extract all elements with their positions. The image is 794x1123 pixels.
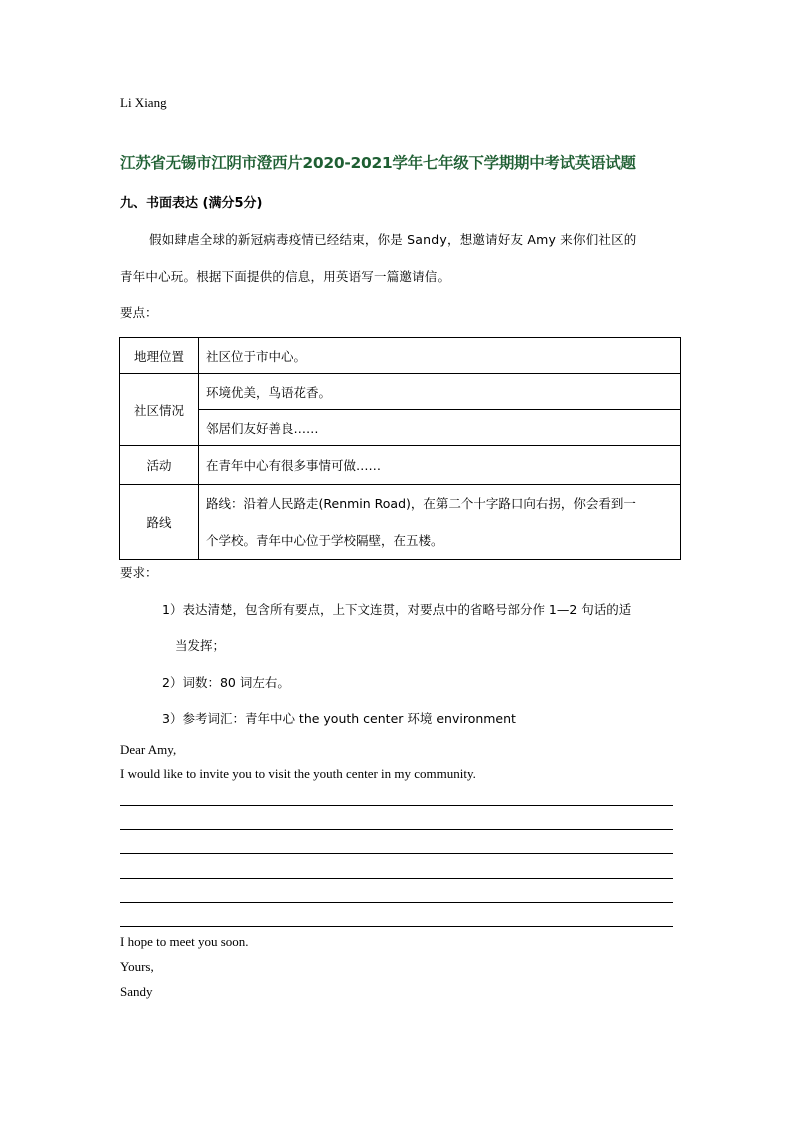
table-row [120, 410, 681, 446]
writing-line[interactable] [120, 878, 673, 879]
table-row [120, 374, 681, 410]
writing-line[interactable] [120, 805, 673, 806]
community-label: 社区情况 [120, 374, 199, 446]
requirement-1-line1: 1）表达清楚，包含所有要点，上下文连贯，对要点中的省略号部分作 1—2 句话的适 [162, 602, 632, 617]
letter-closing: I hope to meet you soon. [120, 934, 249, 949]
letter-salutation: Dear Amy, [120, 742, 177, 757]
requirement-3: 3）参考词汇：青年中心 the youth center 环境 environment [162, 711, 516, 726]
location-label: 地理位置 [120, 338, 199, 374]
activity-label: 活动 [120, 446, 199, 485]
info-table [119, 337, 681, 560]
route-value [199, 485, 681, 560]
table-row [120, 446, 681, 485]
letter-valediction: Yours, [120, 959, 154, 974]
letter-intro: I would like to invite you to visit the youth center in my community. [120, 766, 476, 781]
requirement-1-line2: 当发挥； [175, 638, 226, 653]
task-paragraph-line2: 青年中心玩。根据下面提供的信息，用英语写一篇邀请信。 [120, 269, 451, 284]
location-value: 社区位于市中心。 [199, 338, 681, 374]
task-paragraph-line1: 假如肆虐全球的新冠病毒疫情已经结束，你是 Sandy，想邀请好友 Amy 来你们社区的 [149, 232, 637, 247]
table-row [120, 338, 681, 374]
writing-line[interactable] [120, 902, 673, 903]
exam-title: 江苏省无锡市江阴市澄西片2020-2021学年七年级下学期期中考试英语试题 [120, 154, 636, 172]
author-name: Li Xiang [120, 95, 167, 110]
section-heading: 九、书面表达 (满分5分) [120, 196, 263, 211]
points-label: 要点： [120, 305, 158, 320]
activity-value: 在青年中心有很多事情可做…… [199, 446, 681, 485]
writing-line[interactable] [120, 926, 673, 927]
community-value-1: 环境优美，鸟语花香。 [199, 374, 681, 410]
route-label: 路线 [120, 485, 199, 560]
route-value-line2: 个学校。青年中心位于学校隔壁，在五楼。 [206, 533, 444, 548]
requirement-2: 2）词数：80 词左右。 [162, 675, 290, 690]
letter-signature: Sandy [120, 984, 153, 999]
table-row [120, 485, 681, 560]
writing-line[interactable] [120, 829, 673, 830]
writing-line[interactable] [120, 853, 673, 854]
community-value-2: 邻居们友好善良…… [199, 410, 681, 446]
route-value-line1: 路线：沿着人民路走(Renmin Road)，在第二个十字路口向右拐，你会看到一 [206, 496, 636, 511]
requirements-label: 要求： [120, 565, 158, 580]
